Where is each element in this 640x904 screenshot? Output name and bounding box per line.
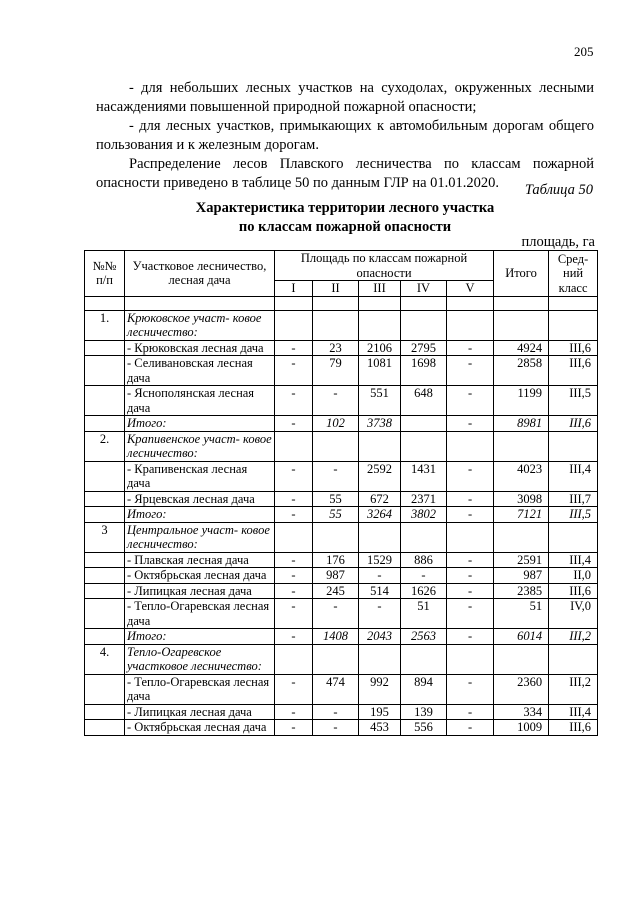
header-class-3: III xyxy=(359,281,401,297)
header-class-4: IV xyxy=(401,281,447,297)
cell-num: 2. xyxy=(85,431,125,461)
cell-class-2: 79 xyxy=(313,356,359,386)
header-name: Участковое лесничество, лесная дача xyxy=(125,251,275,297)
cell-class-4: 139 xyxy=(401,704,447,720)
cell-total: 3098 xyxy=(494,491,549,507)
cell-num xyxy=(85,704,125,720)
table-title xyxy=(96,199,594,237)
cell-class-1: - xyxy=(275,704,313,720)
cell-name: - Крюковская лесная дача xyxy=(125,340,275,356)
cell-class-4: 1626 xyxy=(401,583,447,599)
cell-group-name: Крапивенское участ- ковое лесничество: xyxy=(125,431,275,461)
cell-class-1: - xyxy=(275,340,313,356)
cell-name: - Липицкая лесная дача xyxy=(125,583,275,599)
cell-avg: III,7 xyxy=(549,491,598,507)
cell-name: - Крапивенская лесная дача xyxy=(125,461,275,491)
cell-avg: III,6 xyxy=(549,583,598,599)
cell-num xyxy=(85,674,125,704)
cell-empty xyxy=(549,431,598,461)
header-total: Итого xyxy=(494,251,549,297)
table-summary-row xyxy=(85,507,598,523)
cell-class-5: - xyxy=(447,583,494,599)
table-row xyxy=(85,583,598,599)
table-row xyxy=(85,340,598,356)
cell-name: - Яснополянская лесная дача xyxy=(125,386,275,416)
table-summary-row xyxy=(85,416,598,432)
cell-avg: III,6 xyxy=(549,340,598,356)
cell-class-5: - xyxy=(447,416,494,432)
cell-total: 8981 xyxy=(494,416,549,432)
cell-avg: III,2 xyxy=(549,629,598,645)
table-row xyxy=(85,491,598,507)
cell-empty xyxy=(401,522,447,552)
cell-class-5: - xyxy=(447,386,494,416)
cell-class-4: 1431 xyxy=(401,461,447,491)
cell-class-4: 2795 xyxy=(401,340,447,356)
cell-empty xyxy=(494,310,549,340)
table-row xyxy=(85,568,598,584)
cell-class-5: - xyxy=(447,491,494,507)
cell-name: Итого: xyxy=(125,416,275,432)
cell-class-2: 55 xyxy=(313,507,359,523)
cell-avg: III,4 xyxy=(549,461,598,491)
cell-class-5: - xyxy=(447,599,494,629)
cell-name: - Тепло-Огаревская лесная дача xyxy=(125,674,275,704)
cell-class-2: 987 xyxy=(313,568,359,584)
cell-num xyxy=(85,599,125,629)
cell-total: 1009 xyxy=(494,720,549,736)
table-row xyxy=(85,461,598,491)
table-caption: Таблица 50 xyxy=(524,182,593,198)
cell-empty xyxy=(447,522,494,552)
cell-class-1: - xyxy=(275,720,313,736)
cell-class-1: - xyxy=(275,629,313,645)
cell-class-1: - xyxy=(275,356,313,386)
cell-total: 7121 xyxy=(494,507,549,523)
cell-num xyxy=(85,583,125,599)
cell-class-3: 2106 xyxy=(359,340,401,356)
cell-class-2: - xyxy=(313,720,359,736)
cell-name: - Тепло-Огаревская лесная дача xyxy=(125,599,275,629)
cell-avg: III,6 xyxy=(549,720,598,736)
header-class-5: V xyxy=(447,281,494,297)
cell-class-1: - xyxy=(275,583,313,599)
cell-class-5: - xyxy=(447,340,494,356)
cell-total: 2360 xyxy=(494,674,549,704)
cell-class-5: - xyxy=(447,507,494,523)
fire-danger-table xyxy=(84,250,598,736)
cell-empty xyxy=(549,644,598,674)
cell-num xyxy=(85,386,125,416)
cell-class-3: 3738 xyxy=(359,416,401,432)
cell-class-2: 245 xyxy=(313,583,359,599)
cell-empty xyxy=(494,522,549,552)
header-avg: Сред- ний класс xyxy=(549,251,598,297)
cell-avg: III,4 xyxy=(549,552,598,568)
cell-class-5: - xyxy=(447,704,494,720)
cell-class-3: 551 xyxy=(359,386,401,416)
cell-num xyxy=(85,568,125,584)
cell-empty xyxy=(313,310,359,340)
cell-num xyxy=(85,356,125,386)
table-body xyxy=(85,310,598,735)
cell-empty xyxy=(275,522,313,552)
cell-class-5: - xyxy=(447,356,494,386)
page-number: 205 xyxy=(574,44,594,59)
cell-avg: III,5 xyxy=(549,507,598,523)
cell-total: 4023 xyxy=(494,461,549,491)
cell-empty xyxy=(359,522,401,552)
cell-empty xyxy=(359,431,401,461)
cell-num: 1. xyxy=(85,310,125,340)
cell-empty xyxy=(447,310,494,340)
spacer-row xyxy=(85,296,598,310)
paragraph-2: - для лесных участков, примыкающих к автомобильным дорогам общего пользования и к железным дорогам. xyxy=(96,118,594,153)
cell-avg: IV,0 xyxy=(549,599,598,629)
header-area: Площадь по классам пожарной опасности xyxy=(275,251,494,281)
cell-empty xyxy=(401,644,447,674)
cell-num xyxy=(85,629,125,645)
cell-empty xyxy=(494,644,549,674)
cell-class-3: 453 xyxy=(359,720,401,736)
cell-class-1: - xyxy=(275,416,313,432)
cell-class-2: - xyxy=(313,599,359,629)
cell-name: - Октябрьская лесная дача xyxy=(125,720,275,736)
cell-class-2: - xyxy=(313,461,359,491)
cell-class-2: 102 xyxy=(313,416,359,432)
cell-num: 3 xyxy=(85,522,125,552)
cell-class-3: 514 xyxy=(359,583,401,599)
cell-class-1: - xyxy=(275,386,313,416)
cell-total: 51 xyxy=(494,599,549,629)
cell-class-2: 1408 xyxy=(313,629,359,645)
cell-num xyxy=(85,416,125,432)
cell-class-3: 2592 xyxy=(359,461,401,491)
cell-class-4: - xyxy=(401,568,447,584)
cell-empty xyxy=(313,431,359,461)
cell-class-1: - xyxy=(275,552,313,568)
cell-class-5: - xyxy=(447,720,494,736)
cell-class-4 xyxy=(401,416,447,432)
cell-class-3: - xyxy=(359,599,401,629)
cell-total: 1199 xyxy=(494,386,549,416)
cell-empty xyxy=(359,310,401,340)
cell-class-2: 176 xyxy=(313,552,359,568)
cell-total: 6014 xyxy=(494,629,549,645)
table-row xyxy=(85,704,598,720)
table-row xyxy=(85,720,598,736)
cell-total: 2591 xyxy=(494,552,549,568)
cell-empty xyxy=(275,644,313,674)
cell-avg: III,4 xyxy=(549,704,598,720)
cell-name: Итого: xyxy=(125,507,275,523)
cell-name: Итого: xyxy=(125,629,275,645)
table-row xyxy=(85,386,598,416)
cell-class-4: 886 xyxy=(401,552,447,568)
cell-name: - Октябрьская лесная дача xyxy=(125,568,275,584)
cell-name: - Селивановская лесная дача xyxy=(125,356,275,386)
cell-total: 2385 xyxy=(494,583,549,599)
units-label: площадь, га xyxy=(521,234,595,250)
cell-class-1: - xyxy=(275,507,313,523)
cell-num xyxy=(85,507,125,523)
cell-avg: III,6 xyxy=(549,356,598,386)
cell-total: 4924 xyxy=(494,340,549,356)
cell-class-1: - xyxy=(275,461,313,491)
cell-group-name: Тепло-Огаревское участковое лесничество: xyxy=(125,644,275,674)
cell-num xyxy=(85,491,125,507)
paragraph-3: Распределение лесов Плавского лесничества по классам пожарной опасности приведено в таблице 50 по данным ГЛР на 01.01.2020. xyxy=(96,156,594,191)
cell-num xyxy=(85,720,125,736)
cell-class-3: 672 xyxy=(359,491,401,507)
cell-class-3: 2043 xyxy=(359,629,401,645)
cell-name: - Ярцевская лесная дача xyxy=(125,491,275,507)
cell-class-2: 474 xyxy=(313,674,359,704)
table-row xyxy=(85,599,598,629)
cell-num xyxy=(85,552,125,568)
cell-total: 987 xyxy=(494,568,549,584)
cell-num xyxy=(85,461,125,491)
cell-class-4: 648 xyxy=(401,386,447,416)
cell-class-1: - xyxy=(275,599,313,629)
cell-class-5: - xyxy=(447,461,494,491)
cell-empty xyxy=(275,310,313,340)
cell-num: 4. xyxy=(85,644,125,674)
table-title-line-1: Характеристика территории лесного участка xyxy=(195,200,495,216)
cell-class-4: 556 xyxy=(401,720,447,736)
cell-class-5: - xyxy=(447,629,494,645)
table-row xyxy=(85,552,598,568)
cell-class-4: 51 xyxy=(401,599,447,629)
cell-avg: II,0 xyxy=(549,568,598,584)
header-class-1: I xyxy=(275,281,313,297)
cell-empty xyxy=(275,431,313,461)
table-group-row xyxy=(85,522,598,552)
cell-class-3: 1529 xyxy=(359,552,401,568)
cell-class-4: 1698 xyxy=(401,356,447,386)
cell-empty xyxy=(359,644,401,674)
cell-name: - Плавская лесная дача xyxy=(125,552,275,568)
cell-class-4: 2371 xyxy=(401,491,447,507)
cell-total: 334 xyxy=(494,704,549,720)
cell-empty xyxy=(401,310,447,340)
cell-avg: III,5 xyxy=(549,386,598,416)
cell-class-4: 894 xyxy=(401,674,447,704)
cell-class-1: - xyxy=(275,674,313,704)
cell-class-5: - xyxy=(447,568,494,584)
cell-group-name: Центральное участ- ковое лесничество: xyxy=(125,522,275,552)
cell-class-5: - xyxy=(447,552,494,568)
cell-class-1: - xyxy=(275,491,313,507)
cell-avg: III,6 xyxy=(549,416,598,432)
cell-class-2: 55 xyxy=(313,491,359,507)
cell-empty xyxy=(549,522,598,552)
cell-empty xyxy=(494,431,549,461)
header-num: №№ п/п xyxy=(85,251,125,297)
table-row xyxy=(85,674,598,704)
cell-class-3: 1081 xyxy=(359,356,401,386)
table-title-line-2: по классам пожарной опасности xyxy=(238,219,452,235)
table-group-row xyxy=(85,644,598,674)
cell-avg: III,2 xyxy=(549,674,598,704)
cell-num xyxy=(85,340,125,356)
cell-total: 2858 xyxy=(494,356,549,386)
cell-empty xyxy=(447,431,494,461)
paragraph-1: - для небольших лесных участков на суходолах, окруженных лесными насаждениями повышенной природной пожарной опасности; xyxy=(96,80,594,115)
cell-empty xyxy=(313,522,359,552)
header-class-2: II xyxy=(313,281,359,297)
cell-class-4: 3802 xyxy=(401,507,447,523)
cell-class-5: - xyxy=(447,674,494,704)
cell-class-4: 2563 xyxy=(401,629,447,645)
cell-class-3: 992 xyxy=(359,674,401,704)
cell-class-2: 23 xyxy=(313,340,359,356)
cell-class-1: - xyxy=(275,568,313,584)
cell-class-3: 195 xyxy=(359,704,401,720)
table-group-row xyxy=(85,310,598,340)
table-row xyxy=(85,356,598,386)
cell-empty xyxy=(447,644,494,674)
cell-empty xyxy=(549,310,598,340)
table-group-row xyxy=(85,431,598,461)
cell-class-3: 3264 xyxy=(359,507,401,523)
cell-empty xyxy=(401,431,447,461)
cell-empty xyxy=(313,644,359,674)
table-summary-row xyxy=(85,629,598,645)
cell-name: - Липицкая лесная дача xyxy=(125,704,275,720)
cell-class-3: - xyxy=(359,568,401,584)
cell-class-2: - xyxy=(313,704,359,720)
cell-class-2: - xyxy=(313,386,359,416)
cell-group-name: Крюковское участ- ковое лесничество: xyxy=(125,310,275,340)
